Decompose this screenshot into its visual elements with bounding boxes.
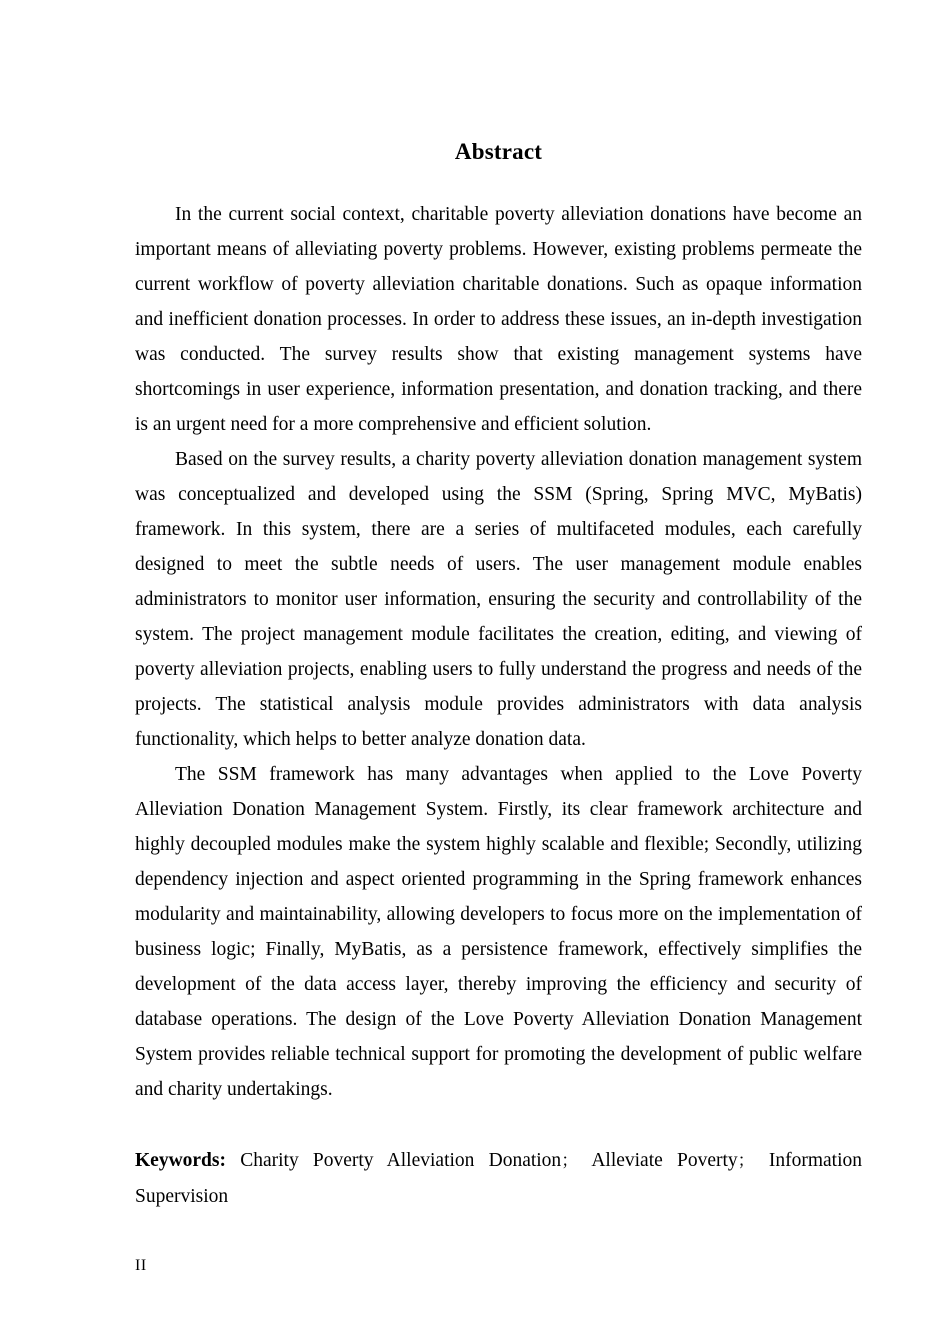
keyword-term: Charity Poverty Alleviation Donation <box>240 1149 562 1171</box>
keywords-terms <box>135 1150 862 1207</box>
abstract-body <box>135 197 862 1107</box>
keyword-term: Alleviate Poverty <box>591 1149 738 1171</box>
keywords-label: Keywords: <box>135 1149 226 1171</box>
keyword-term: Information Supervision <box>135 1149 862 1207</box>
page-title: Abstract <box>454 139 543 164</box>
abstract-paragraph-1: In the current social context, charitable poverty alleviation donations have become an important means of alleviating poverty problems. However, existing problems permeate the current workflow of poverty alleviation charitable donations. Such as opaque information and inefficient donation processes. In order to address these issues, an in-depth investigation was conducted. The survey results show that existing management systems have shortcomings in user experience, information presentation, and donation tracking, and there is an urgent need for a more comprehensive and efficient solution. <box>135 203 862 435</box>
page-content <box>135 0 862 1214</box>
abstract-paragraph-3: The SSM framework has many advantages when applied to the Love Poverty Alleviation Donation Management System. Firstly, its clear framework architecture and highly decoupled modules make the system highly scalable and flexible; Secondly, utilizing dependency injection and aspect oriented programming in the Spring framework enhances modularity and maintainability, allowing developers to focus more on the implementation of business logic; Finally, MyBatis, as a persistence framework, effectively simplifies the development of the data access layer, thereby improving the efficiency and security of database operations. The design of the Love Poverty Alleviation Donation Management System provides reliable technical support for promoting the development of public welfare and charity undertakings. <box>135 763 862 1100</box>
keywords-line <box>135 1107 862 1214</box>
page-number: II <box>135 1257 147 1274</box>
keyword-separator: ； <box>561 1150 579 1171</box>
abstract-paragraph-2: Based on the survey results, a charity poverty alleviation donation management system was conceptualized and developed using the SSM (Spring, Spring MVC, MyBatis) framework. In this system, there are a series of multifaceted modules, each carefully designed to meet the subtle needs of users. The user management module enables administrators to monitor user information, ensuring the security and controllability of the system. The project management module facilitates the creation, editing, and viewing of poverty alleviation projects, enabling users to fully understand the progress and needs of the projects. The statistical analysis module provides administrators with data analysis functionality, which helps to better analyze donation data. <box>135 448 862 750</box>
keyword-separator: ； <box>737 1150 755 1171</box>
